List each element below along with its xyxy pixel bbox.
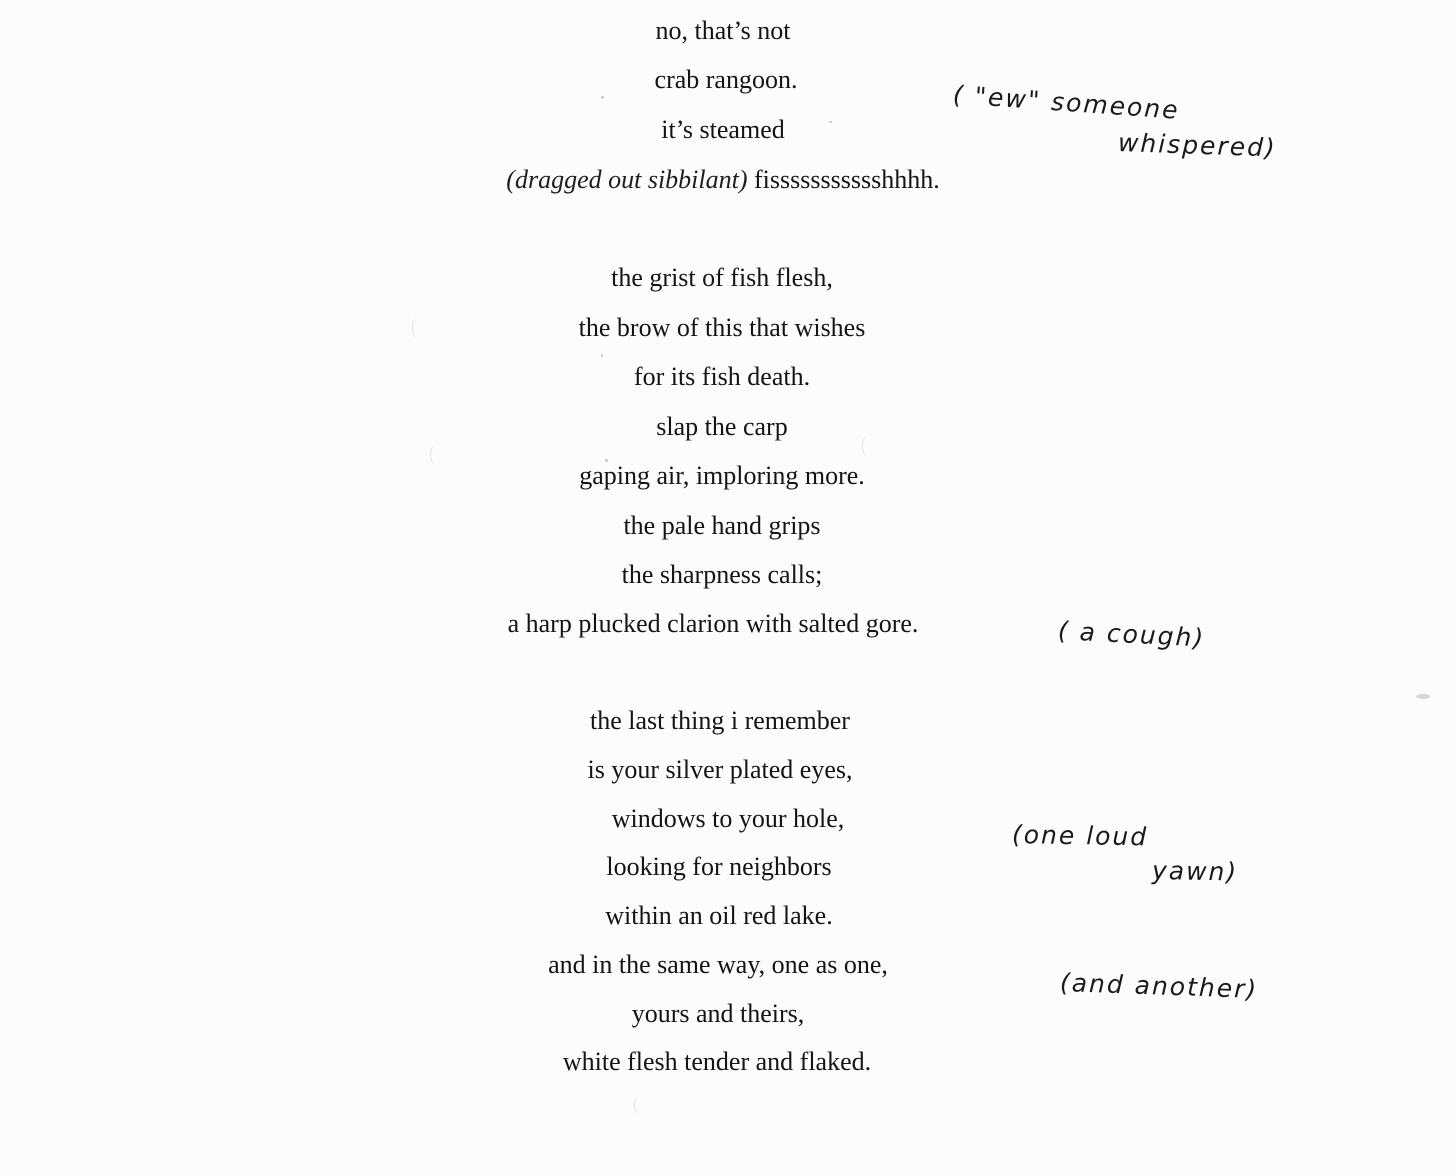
poem-line [506, 165, 939, 195]
poem-line: the sharpness calls; [621, 560, 823, 589]
paper-speck [829, 121, 832, 123]
paper-scuff [862, 436, 873, 456]
paper-scuff [430, 446, 439, 464]
stage-direction: (dragged out sibbilant) [506, 165, 748, 194]
poem-line: is your silver plated eyes, [587, 755, 853, 784]
poem-line: the pale hand grips [623, 511, 821, 540]
poem-line: it’s steamed [661, 115, 785, 144]
poem-line: within an oil red lake. [605, 901, 833, 930]
poem-line: the grist of fish flesh, [611, 263, 833, 292]
handwritten-note: ( "ew" someone [952, 80, 1181, 125]
handwritten-note: whispered) [1117, 128, 1278, 163]
handwritten-note: ( a cough) [1057, 616, 1206, 653]
poem-line: the last thing i remember [590, 706, 850, 735]
poem-line: looking for neighbors [606, 852, 832, 881]
poem-line: crab rangoon. [654, 65, 798, 94]
handwritten-note: yawn) [1151, 856, 1239, 887]
paper-speck [601, 354, 603, 357]
poem-line: slap the carp [656, 412, 788, 441]
paper-speck [601, 96, 604, 99]
paper-speck [1416, 694, 1430, 699]
poem-line-text: fissssssssssshhhh. [754, 165, 940, 194]
poem-line: the brow of this that wishes [578, 313, 866, 342]
poem-line: white flesh tender and flaked. [562, 1047, 872, 1076]
paper-scuff [412, 316, 423, 338]
poem-line: and in the same way, one as one, [548, 950, 888, 979]
poem-line: a harp plucked clarion with salted gore. [507, 609, 919, 638]
handwritten-note: (and another) [1059, 968, 1259, 1004]
handwritten-note: (one loud [1011, 820, 1149, 852]
poem-line: for its fish death. [633, 362, 811, 391]
poem-line: yours and theirs, [631, 999, 805, 1028]
poem-line: no, that’s not [655, 16, 791, 45]
poem-line: windows to your hole, [611, 804, 845, 833]
paper-scuff [634, 1096, 643, 1114]
poem-line: gaping air, imploring more. [579, 461, 865, 490]
